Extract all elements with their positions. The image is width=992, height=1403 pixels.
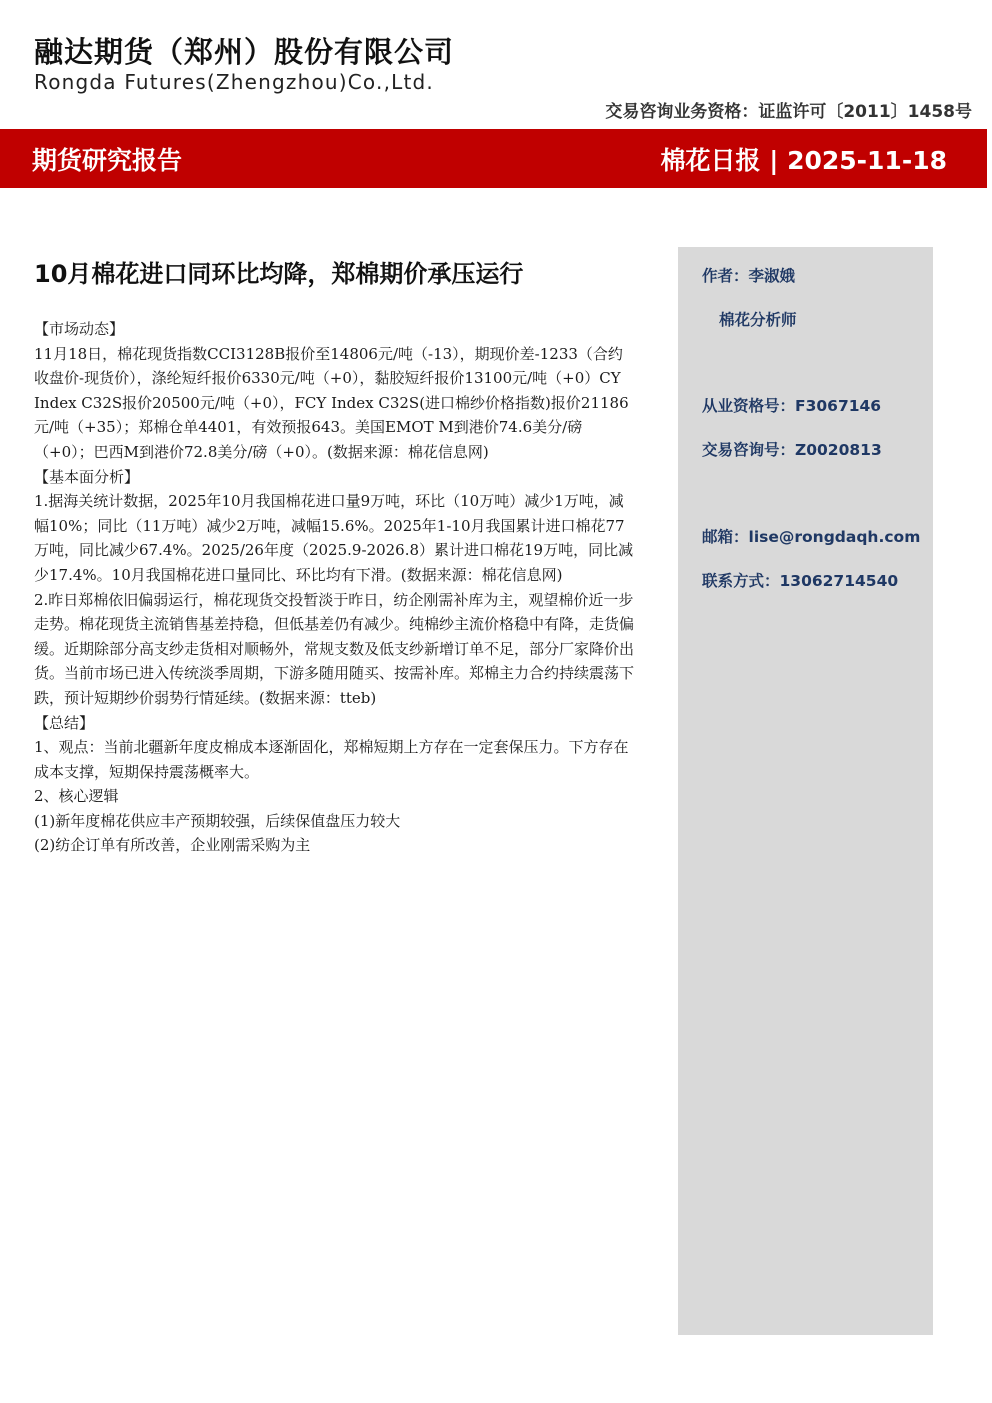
- report-banner: [0, 129, 987, 188]
- paragraph-fundamentals-1: 1.据海关统计数据，2025年10月我国棉花进口量9万吨，环比（10万吨）减少1万吨，减幅10%；同比（11万吨）减少2万吨，减幅15.6%。2025年1-10月我国累计进口棉花77万吨，同比减少67.4%。2025/26年度（2025.9-2026.8）累计进口棉花19万吨，同比减少17.4%。10月我国棉花进口量同比、环比均有下滑。(数据来源：棉花信息网): [34, 492, 634, 584]
- author-name: 作者：李淑娥: [702, 267, 796, 285]
- consulting-number: 交易咨询号：Z0020813: [702, 441, 882, 459]
- company-name-en: Rongda Futures(Zhengzhou)Co.,Ltd.: [34, 70, 434, 94]
- banner-report-date: 棉花日报 | 2025-11-18: [660, 146, 947, 175]
- paragraph-summary-logic: 2、核心逻辑: [34, 787, 119, 806]
- report-title: 10月棉花进口同环比均降，郑棉期价承压运行: [34, 260, 524, 288]
- paragraph-summary-view: 1、观点：当前北疆新年度皮棉成本逐渐固化，郑棉短期上方存在一定套保压力。下方存在成本支撑，短期保持震荡概率大。: [34, 738, 629, 781]
- section-heading-market: 【市场动态】: [34, 320, 125, 338]
- section-heading-fundamentals: 【基本面分析】: [34, 467, 140, 486]
- qualification-number: 从业资格号：F3067146: [702, 397, 882, 415]
- report-body: [34, 317, 634, 858]
- author-sidebar: [678, 247, 933, 1335]
- company-name-cn: 融达期货（郑州）股份有限公司: [34, 35, 455, 69]
- author-email[interactable]: 邮箱：lise@rongdaqh.com: [702, 528, 921, 546]
- paragraph-fundamentals-2: 2.昨日郑棉依旧偏弱运行，棉花现货交投暂淡于昨日，纺企刚需补库为主，观望棉价近一步走势。棉花现货主流销售基差持稳，但低基差仍有减少。纯棉纱主流价格稳中有降，走货偏缓。近期除部分高支纱走货相对顺畅外，常规支数及低支纱新增订单不足，部分厂家降价出货。当前市场已进入传统淡季周期，下游多随用随买、按需补库。郑棉主力合约持续震荡下跌，预计短期纱价弱势行情延续。(数据来源：tteb): [34, 590, 635, 707]
- paragraph-summary-logic-1: (1)新年度棉花供应丰产预期较强，后续保值盘压力较大: [34, 811, 401, 830]
- author-role: 棉花分析师: [719, 311, 797, 329]
- license-info: 交易咨询业务资格：证监许可〔2011〕1458号: [605, 102, 972, 122]
- section-heading-summary: 【总结】: [34, 713, 95, 732]
- author-phone: 联系方式：13062714540: [702, 572, 899, 590]
- banner-report-type: 期货研究报告: [32, 146, 183, 175]
- paragraph-market: 11月18日，棉花现货指数CCI3128B报价至14806元/吨（-13），期现价差-1233（合约收盘价-现货价），涤纶短纤报价6330元/吨（+0），黏胶短纤报价13100元/吨（+0）CY Index C32S报价20500元/吨（+0），FCY Index C32S(进口棉纱价格指数)报价21186元/吨（+35）；郑棉仓单4401，有效预报643。美国EMOT M到港价74.6美分/磅（+0）；巴西M到港价72.8美分/磅（+0）。(数据来源：棉花信息网): [34, 344, 629, 461]
- paragraph-summary-logic-2: (2)纺企订单有所改善，企业刚需采购为主: [34, 836, 311, 855]
